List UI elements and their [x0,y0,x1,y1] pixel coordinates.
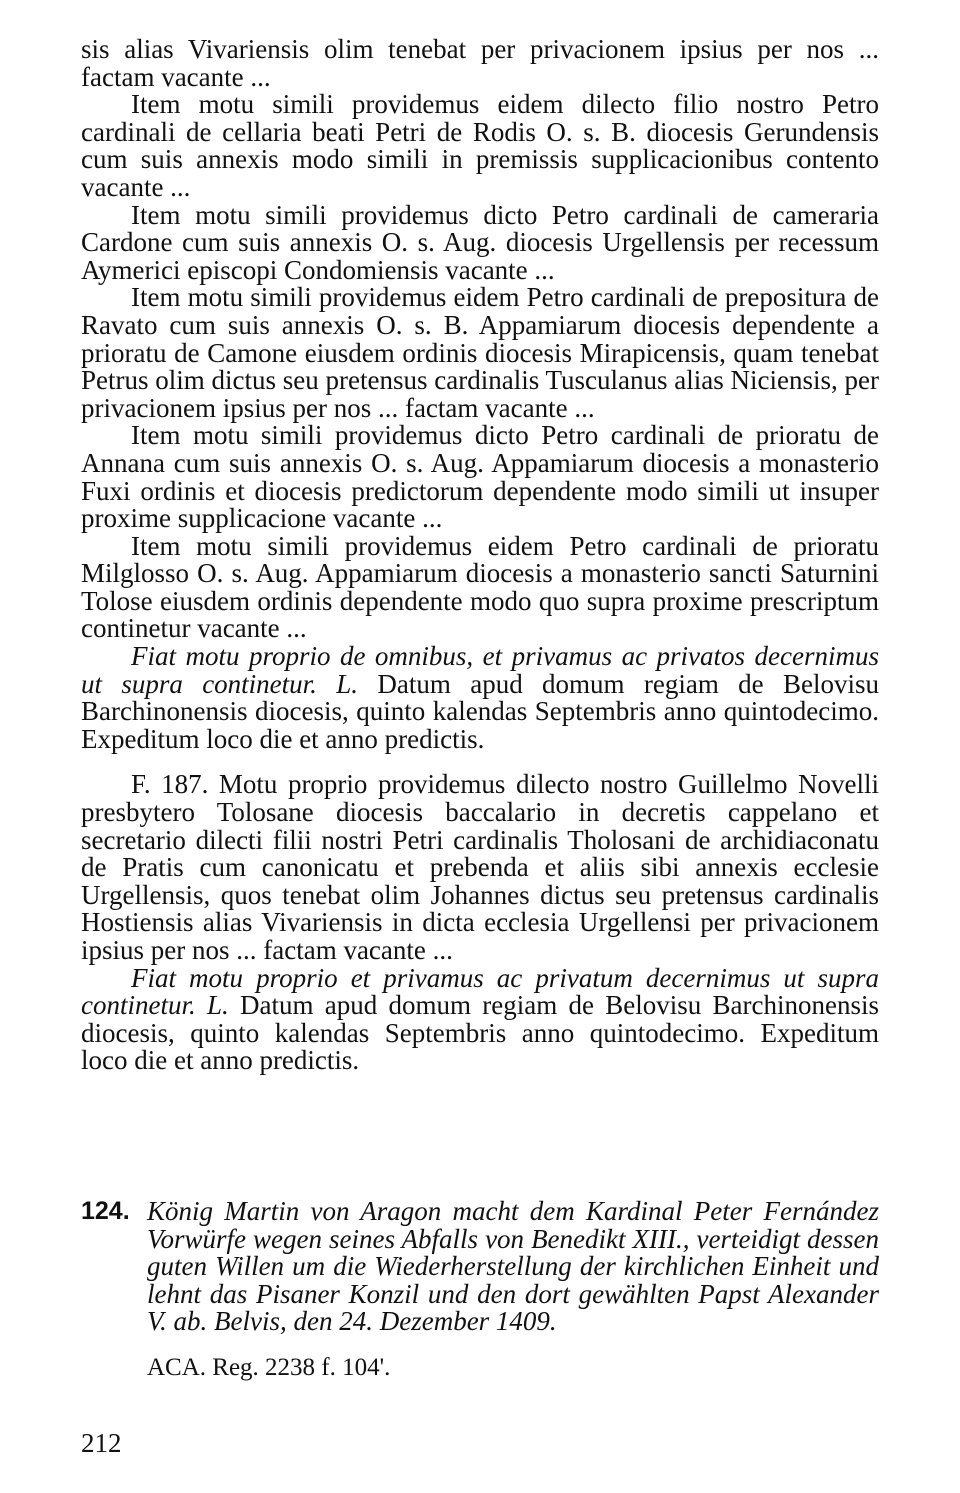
page-number: 212 [81,1428,122,1458]
paragraph-cameraria: Item motu simili providemus dicto Petro cardinali de cameraria Cardone cum suis annexis O. s. Aug. diocesis Urgellensis per recessum Aymerici episcopi Condomiensis vacante ... [81,199,879,285]
entry-number: 124. [81,1197,130,1225]
paragraph-prepositura: Item motu simili providemus eidem Petro cardinali de prepositura de Ravato cum suis annexis O. s. B. Appamiarum diocesis dependente a prioratu de Camone eiusdem ordinis diocesis Mirapicensis, quam tenebat Petrus olim dictus seu pretensus cardinalis Tusculanus alias Niciensis, per privacionem ipsius per nos ... factam vacante ... [81,282,879,423]
entry-heading: König Martin von Aragon macht dem Kardinal Peter Fernández Vorwürfe wegen seines Abfalls von Benedikt XIII., verteidigt dessen guten Willen um die Wiederherstellung der kirchlichen Einheit und lehnt das Pisaner Konzil und den dort gewählten Papst Alexander V. ab. Belvis, den 24. Dezember 1409. [147,1196,879,1337]
paragraph-folio-187: F. 187. Motu proprio providemus dilecto nostro Guillelmo Novelli presbytero Tolosane diocesis baccalario in decretis cappelano et secretario dilecti filii nostri Petri cardinalis Tholosani de archidiaconatu de Pratis cum canonicatu et prebenda et aliis sibi annexis ecclesie Urgellensis, quos tenebat olim Johannes dictus seu pretensus cardinalis Hostiensis alias Vivariensis in dicta ecclesia Urgellensi per privacionem ipsius per nos ... factam vacante ... [81,769,879,965]
paragraph-annana: Item motu simili providemus dicto Petro cardinali de prioratu de Annana cum suis annexis O. s. Aug. Appamiarum diocesis a monasterio Fuxi ordinis et diocesis predictorum dependente modo simili ut insuper proxime supplicacione vacante ... [81,420,879,534]
main-text [81,36,879,1075]
fiat-formula: Fiat motu proprio de omnibus, et privamus ac privatos decernimus ut supra continetur. L. [81,641,879,699]
paragraph-fiat-2 [81,962,879,1076]
fiat-formula: Fiat motu proprio et privamus ac privatum decernimus ut supra continetur. L. [81,962,879,1021]
paragraph-cellaria: Item motu simili providemus eidem dilecto filio nostro Petro cardinali de cellaria beati Petri de Rodis O. s. B. diocesis Gerundensis cum suis annexis modo simili in premissis supplicacionibus contento vacante ... [81,89,879,202]
document-entry [81,1198,879,1382]
paragraph-fiat-1 [81,643,879,753]
entry-source: ACA. Reg. 2238 f. 104'. [147,1353,391,1381]
datum-clause: Datum apud domum regiam de Belovisu Barchinonensis diocesis, quinto kalendas Septembris anno quintodecimo. Expeditum loco die et anno predictis. [81,990,879,1076]
paragraph-continuation: sis alias Vivariensis olim tenebat per privacionem ipsius per nos ... factam vacante ... [81,34,879,92]
datum-clause: Datum apud domum regiam de Belovisu Barchinonensis diocesis, quinto kalendas Septembris anno quintodecimo. Expeditum loco die et anno predictis. [81,668,879,754]
paragraph-milglosso: Item motu simili providemus eidem Petro cardinali de prioratu Milglosso O. s. Aug. Appamiarum diocesis a monasterio sancti Saturnini Tolose eiusdem ordinis dependente modo quo supra proxime prescriptum continetur vacante ... [81,530,879,644]
